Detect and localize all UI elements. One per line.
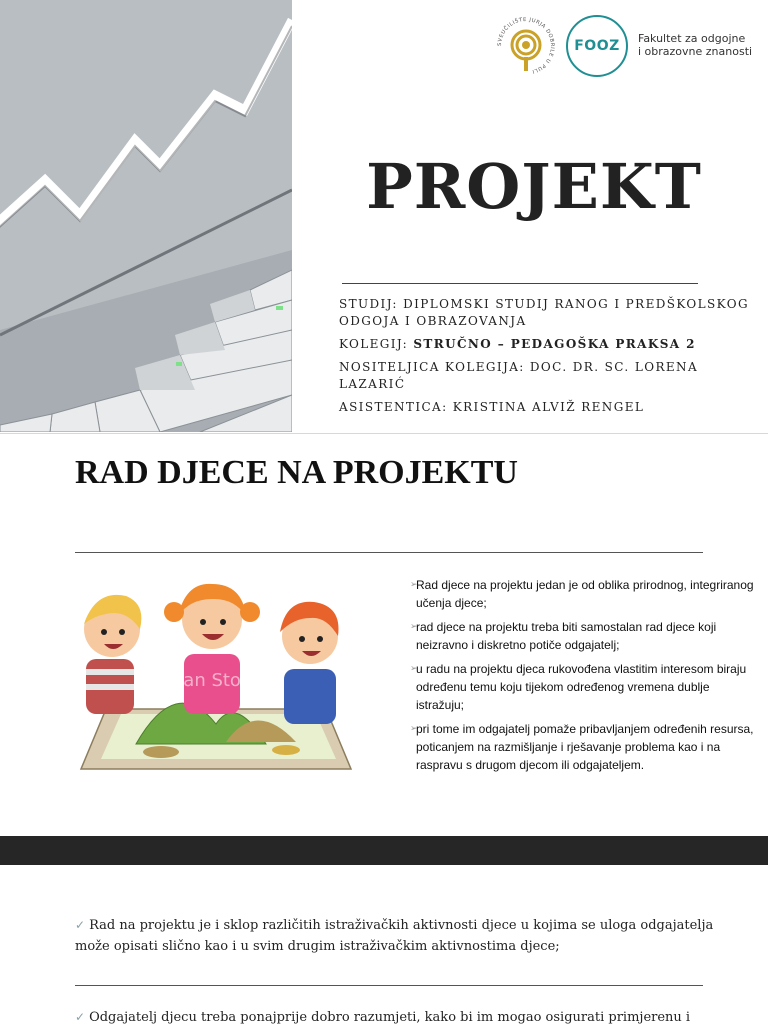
- bullet-text: rad djece na projektu treba biti samostalan rad djece koji neizravno i diskretno potiče odgajatelj;: [416, 620, 717, 652]
- paragraph-divider: [75, 985, 703, 986]
- study-label: STUDIJ:: [339, 297, 404, 311]
- course-holder: NOSITELJICA KOLEGIJA: DOC. DR. SC. LORENA LAZARIĆ: [339, 360, 699, 391]
- fooz-logo: [566, 15, 628, 77]
- bullet-item: [410, 576, 760, 612]
- children-project-slide: [0, 433, 768, 836]
- checkmark-icon: ✓: [75, 918, 86, 932]
- arrow-bullet-icon: ➢: [410, 579, 418, 589]
- study-program: [339, 296, 749, 330]
- staircase-graph-photo: [0, 0, 292, 432]
- title-divider: [342, 283, 698, 284]
- faculty-name-line2: i obrazovne znanosti: [638, 45, 753, 58]
- paragraph-2-text: Odgajatelj djecu treba ponajprije dobro razumjeti, kako bi im mogao osigurati primjerenu i: [89, 1010, 691, 1024]
- heading-divider: [75, 552, 703, 553]
- paragraph-1-text: Rad na projektu je i sklop različitih istraživačkih aktivnosti djece u kojima se uloga odgajatelja može opisati slično kao i u svim drugim istraživačkim aktivnostima djece;: [75, 918, 714, 954]
- title-slide: [0, 0, 768, 432]
- arrow-bullet-icon: ➢: [410, 723, 418, 733]
- paragraph-1: [75, 915, 745, 957]
- svg-text:Can Stock: Can Stock: [170, 670, 262, 691]
- bullet-text: u radu na projektu djeca rukovođena vlastitim interesom biraju određenu temu koju tijekom određenog vremena dublje istražuju;: [416, 662, 747, 712]
- bullet-text: Rad djece na projektu jedan je od oblika prirodnog, integriranog učenja djece;: [416, 578, 754, 610]
- course-name: [339, 336, 749, 353]
- bullet-text: pri tome im odgajatelj pomaže pribavljanjem određenih resursa, poticanjem na razmišljanje i rješavanje problema kao i na raspravu s drugom djecom ili odgajateljem.: [416, 722, 754, 772]
- project-bullets: [410, 576, 760, 780]
- faculty-logos: [494, 14, 754, 78]
- project-activities-slide: [0, 865, 768, 1024]
- checkmark-icon: ✓: [75, 1010, 86, 1024]
- bullet-item: [410, 720, 760, 774]
- arrow-bullet-icon: ➢: [410, 621, 418, 631]
- slide-title: PROJEKT: [366, 150, 702, 223]
- staircase-graph-illustration: [0, 0, 292, 432]
- arrow-bullet-icon: ➢: [410, 663, 418, 673]
- bullet-item: [410, 660, 760, 714]
- slide-separator-band: [0, 836, 768, 865]
- university-seal-logo: [494, 14, 558, 78]
- children-playing-illustration: [66, 574, 366, 774]
- faculty-name: [638, 32, 758, 58]
- fooz-logo-text: FOOZ: [574, 38, 620, 54]
- faculty-name-line1: Fakultet za odgojne: [638, 32, 746, 45]
- course-value: STRUČNO – PEDAGOŠKA PRAKSA 2: [413, 337, 696, 351]
- slide-heading: RAD DJECE NA PROJEKTU: [75, 454, 518, 491]
- paragraph-2: [75, 1007, 745, 1024]
- course-label: KOLEGIJ:: [339, 337, 414, 351]
- study-value: DIPLOMSKI STUDIJ RANOG I PREDŠKOLSKOG ODGOJA I OBRAZOVANJA: [339, 297, 749, 328]
- svg-text:SVEUČILIŠTE JURJA DOBRILE U PU: SVEUČILIŠTE JURJA DOBRILE U PULI: [496, 16, 556, 75]
- bullet-item: [410, 618, 760, 654]
- course-info: [339, 296, 749, 422]
- course-assistant: ASISTENTICA: KRISTINA ALVIŽ RENGEL: [339, 400, 645, 414]
